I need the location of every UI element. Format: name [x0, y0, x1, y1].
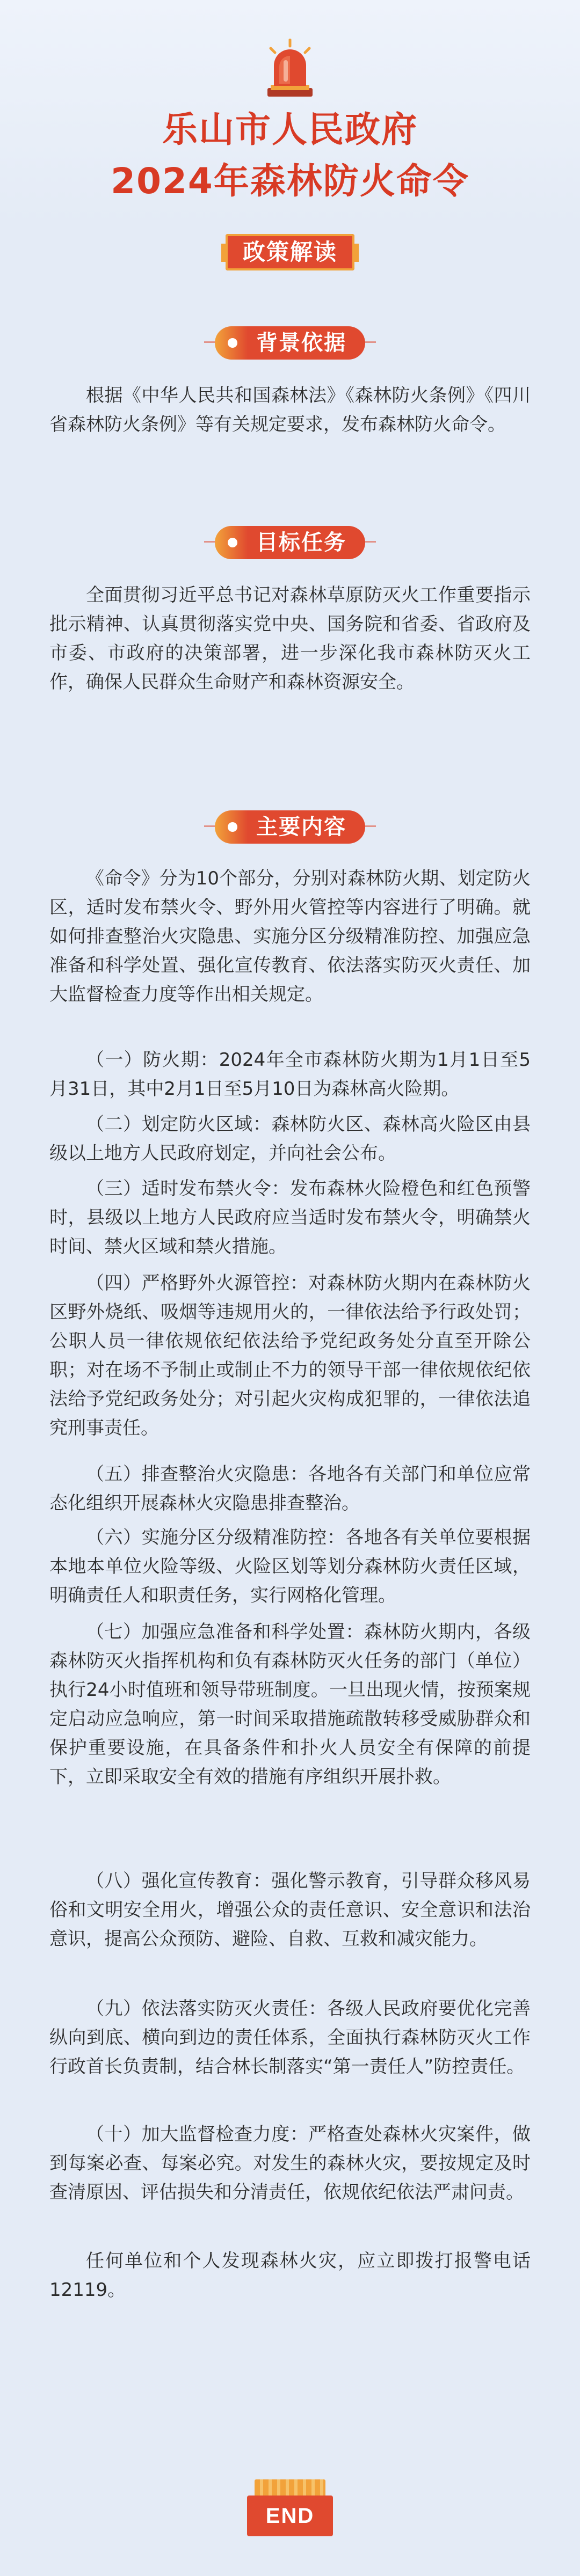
paragraph: （五）排查整治火灾隐患：各地各有关部门和单位应常态化组织开展森林火灾隐患排查整治。 — [49, 1463, 531, 1514]
paragraph: （七）加强应急准备和科学处置：森林防火期内，各级森林防灭火指挥机构和负有森林防灭火任务的部门（单位）执行24小时值班和领导带班制度。一旦出现火情，按预案规定启动应急响应，第一时间采取措施疏散转移受威胁群众和保护重要设施，在具备条件和扑火人员安全有保障的前提下，立即采取安全有效的措施有序组织开展扑救。 — [49, 1621, 531, 1788]
paragraph: （四）严格野外火源管控：对森林防火期内在森林防火区野外烧纸、吸烟等违规用火的，一律依法给予行政处罚；公职人员一律依规依纪依法给予党纪政务处分直至开除公职；对在场不予制止或制止不力的领导干部一律依规依纪依法给予党纪政务处分；对引起火灾构成犯罪的，一律依法追究刑事责任。 — [49, 1272, 531, 1439]
section-heading-goals — [0, 521, 580, 564]
paragraph: （六）实施分区分级精准防控：各地各有关单位要根据本地本单位火险等级、火险区划等划分森林防火责任区域，明确责任人和职责任务，实行网格化管理。 — [49, 1527, 531, 1606]
section-heading-background — [0, 321, 580, 364]
paragraph: （三）适时发布禁火令：发布森林火险橙色和红色预警时，县级以上地方人民政府应当适时发布禁火令，明确禁火时间、禁火区域和禁火措施。 — [49, 1178, 531, 1257]
heading-dot-icon — [228, 538, 237, 547]
section-heading-label: 目标任务 — [256, 530, 346, 555]
heading-dot-icon — [228, 338, 237, 348]
paragraph: 任何单位和个人发现森林火灾，应立即拨打报警电话12119。 — [49, 2250, 531, 2301]
paragraph: 全面贯彻习近平总书记对森林草原防灭火工作重要指示批示精神、认真贯彻落实党中央、国务院和省委、省政府及市委、市政府的决策部署，进一步深化我市森林防灭火工作，确保人民群众生命财产和森林资源安全。 — [49, 584, 531, 693]
section-heading-label: 背景依据 — [256, 331, 346, 355]
page-title-line2: 2024年森林防火命令 — [111, 160, 469, 202]
end-label: END — [265, 2504, 315, 2528]
paragraph: 根据《中华人民共和国森林法》《森林防火条例》《四川省森林防火条例》等有关规定要求，发布森林防火命令。 — [49, 385, 531, 435]
policy-badge — [221, 231, 359, 275]
page-title-line1: 乐山市人民政府 — [162, 109, 418, 150]
paragraph: （一）防火期：2024年全市森林防火期为1月1日至5月31日，其中2月1日至5月10日为森林高火险期。 — [49, 1049, 531, 1100]
section-heading-label: 主要内容 — [256, 815, 346, 839]
end-badge — [247, 2479, 333, 2538]
siren-icon — [263, 39, 317, 98]
heading-dot-icon — [228, 822, 237, 832]
end-badge-stripe — [255, 2479, 325, 2496]
paragraph: 《命令》分为10个部分，分别对森林防火期、划定防火区，适时发布禁火令、野外用火管控等内容进行了明确。就如何排查整治火灾隐患、实施分区分级精准防控、加强应急准备和科学处置、强化宣传教育、依法落实防灭火责任、加大监督检查力度等作出相关规定。 — [49, 868, 531, 1005]
policy-badge-label: 政策解读 — [242, 239, 337, 265]
section-heading-content — [0, 805, 580, 848]
paragraph: （八）强化宣传教育：强化警示教育，引导群众移风易俗和文明安全用火，增强公众的责任意识、安全意识和法治意识，提高公众预防、避险、自救、互救和减灾能力。 — [49, 1870, 531, 1950]
paragraph: （十）加大监督检查力度：严格查处森林火灾案件，做到每案必查、每案必究。对发生的森林火灾，要按规定及时查清原因、评估损失和分清责任，依规依纪依法严肃问责。 — [49, 2124, 531, 2203]
paragraph: （九）依法落实防灭火责任：各级人民政府要优化完善纵向到底、横向到边的责任体系，全面执行森林防灭火工作行政首长负责制，结合林长制落实“第一责任人”防控责任。 — [49, 1998, 531, 2077]
paragraph: （二）划定防火区域：森林防火区、森林高火险区由县级以上地方人民政府划定，并向社会公布。 — [49, 1114, 531, 1164]
